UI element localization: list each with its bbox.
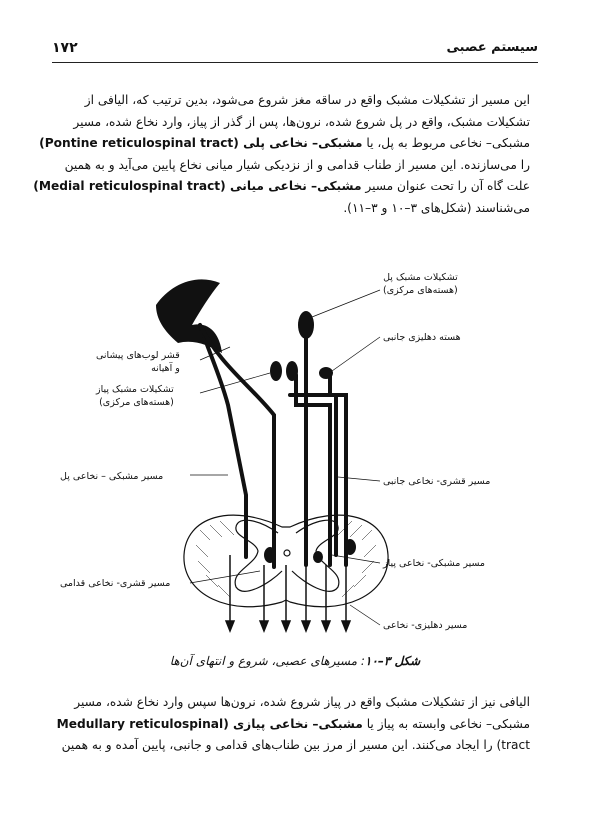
label-text: تشکیلات مشبک پل <box>383 272 458 283</box>
paragraph-2 <box>56 692 530 757</box>
label-medullary-reticulospinal: مسیر مشبکی- نخاعی پیاز <box>383 558 486 569</box>
paragraph-1-line <box>39 133 530 155</box>
pons-nucleus <box>298 311 314 339</box>
label-vestibulospinal: مسیر دهلیزی- نخاعی <box>383 620 468 631</box>
paragraph-2-line: الیافی نیز از تشکیلات مشبک واقع در پیاز شروع شده، نرون‌ها سپس وارد نخاع شده، مسیر <box>74 695 530 709</box>
label-text: تشکیلات مشبک پیاز <box>96 384 174 395</box>
label-text: قشر لوب‌های پیشانی <box>96 350 180 361</box>
medulla-nucleus-left <box>270 361 282 381</box>
central-canal <box>284 550 290 556</box>
bold-english-term: (Pontine reticulospinal tract) <box>39 136 244 150</box>
running-title: سیستم عصبی <box>446 40 538 55</box>
text-run: مشبکی– نخاعی وابسته به پیاز یا <box>362 716 530 731</box>
anterior-horn-cell <box>313 551 323 563</box>
page-number: ۱۷۲ <box>52 40 78 56</box>
paragraph-1-line: را می‌سازنده. این مسیر از طناب قدامی و از نزدیکی شیار میانی نخاع پایین می‌آید و به همین <box>64 157 530 172</box>
ventral-horn-cell-right <box>344 539 356 555</box>
label-lateral-corticospinal: مسیر قشری- نخاعی جانبی <box>383 476 491 487</box>
text-run: مشبکی– نخاعی مربوط به پل، یا <box>362 136 530 150</box>
bold-term: مشبکی– نخاعی پلی <box>243 136 363 150</box>
bold-term: مشبکی– نخاعی میانی <box>229 179 362 193</box>
text-run: علت گاه آن را تحت عنوان مسیر <box>361 179 530 193</box>
label-lateral-vestibular-nucleus: هسته دهلیزی جانبی <box>383 332 461 343</box>
paragraph-2-line: tract) را ایجاد می‌کنند. این مسیر از مرز بین طناب‌های قدامی و جانبی، پایین آمده و به همین <box>61 738 530 752</box>
paragraph-1-line: می‌شناسند (شکل‌های ۳–۱۰ و ۳–۱۱). <box>343 200 530 215</box>
label-pons-reticular <box>383 271 458 297</box>
label-text: و آهیانه <box>151 363 180 374</box>
ventral-horn-cell-left <box>264 547 276 563</box>
spinal-pathways-figure <box>60 265 530 640</box>
paragraph-1-line: این مسیر از تشکیلات مشبک واقع در ساقه مغز شروع می‌شود، بدین ترتیب که، الیافی از <box>84 93 530 107</box>
label-text: (هسته‌های مرکزی) <box>99 397 174 408</box>
label-text: (هسته‌های مرکزی) <box>383 285 458 296</box>
vestibular-nucleus <box>319 367 333 379</box>
paragraph-2-line <box>56 714 530 736</box>
caption-text: : مسیرهای عصبی، شروع و انتهای آن‌ها <box>169 654 365 668</box>
label-anterior-corticospinal: مسیر قشری- نخاعی قدامی <box>60 578 171 589</box>
label-medulla-reticular <box>96 383 174 409</box>
medullary-reticulospinal-fiber <box>296 375 330 565</box>
paragraph-1-line: تشکیلات مشبک، واقع در پل شروع شده، نرون‌ها، پس از گذر از پیاز، وارد نخاع شده، مسیر <box>73 114 530 129</box>
bold-term: مشبکی– نخاعی پیازی <box>233 716 363 731</box>
label-frontoparietal-cortex <box>96 349 180 375</box>
label-pontine-reticulospinal: مسیر مشبکی – نخاعی پل <box>60 471 164 482</box>
bold-english-term: (Medullary reticulospinal <box>56 716 234 731</box>
figure-caption <box>0 654 590 668</box>
caption-number: شکل ۳–۱۰ <box>364 654 421 668</box>
paragraph-1-line <box>33 176 530 198</box>
medulla-nucleus-center <box>286 361 298 381</box>
paragraph-1 <box>33 90 530 219</box>
page-header <box>52 36 538 63</box>
bold-english-term: (Medial reticulospinal tract) <box>33 179 230 193</box>
